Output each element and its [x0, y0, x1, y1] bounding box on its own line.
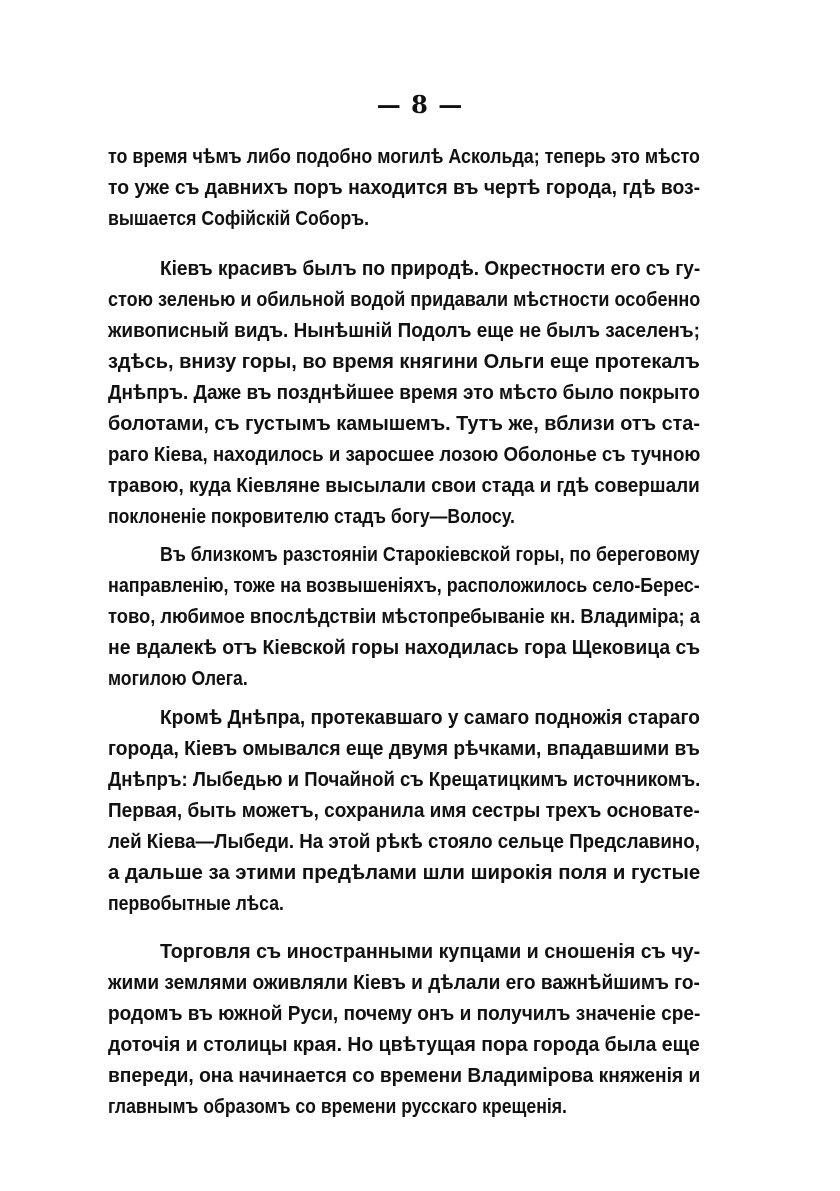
text-line: то уже съ давнихъ поръ находится въ чертѣ города, гдѣ воз- [108, 176, 701, 199]
text-line: жими землями оживляли Кіевъ и дѣлали его важнѣйшимъ го- [108, 971, 700, 994]
text-line: первобытные лѣса. [108, 892, 284, 915]
text-line: главнымъ образомъ со времени русскаго крещенія. [108, 1095, 567, 1118]
text-line: Первая, быть можетъ, сохранила имя сестры трехъ основате- [108, 799, 700, 822]
text-line: раго Кіева, находилось и заросшее лозою Оболонье съ тучною [108, 443, 701, 466]
text-line: могилою Олега. [108, 667, 248, 690]
text-line: не вдалекѣ отъ Кіевской горы находилась гора Щековица съ [108, 636, 701, 659]
text-line: направленію, тоже на возвышеніяхъ, расположилось село-Берес- [108, 574, 700, 597]
text-line: живописный видъ. Нынѣшній Подолъ еще не былъ заселенъ; [108, 319, 700, 342]
text-line: впереди, она начинается со времени Владимірова княженія и [108, 1064, 701, 1087]
text-line: Днѣпръ: Лыбедью и Почайной съ Крещатицкимъ источникомъ. [108, 768, 701, 791]
text-line: то время чѣмъ либо подобно могилѣ Аскольда; теперь это мѣсто [108, 145, 700, 168]
text-line: стою зеленью и обильной водой придавали мѣстности особенно [108, 288, 701, 311]
text-line: здѣсь, внизу горы, во время княгини Ольги еще протекалъ [108, 350, 700, 373]
text-line: доточія и столицы края. Но цвѣтущая пора города была еще [108, 1033, 700, 1056]
text-line: а дальше за этими предѣлами шли широкія поля и густые [108, 861, 701, 884]
text-line: Кіевъ красивъ былъ по природѣ. Окрестности его съ гу- [160, 257, 701, 280]
text-line: травою, куда Кіевляне высылали свои стада и гдѣ совершали [108, 474, 700, 497]
text-line: города, Кіевъ омывался еще двумя рѣчками, впадавшими въ [108, 737, 700, 760]
text-line: болотами, съ густымъ камышемъ. Тутъ же, вблизи отъ ста- [108, 412, 700, 435]
text-line: вышается Софійскій Соборъ. [108, 207, 369, 230]
text-line: тово, любимое впослѣдствіи мѣстопребываніе кн. Владиміра; а [108, 605, 700, 628]
text-line: Въ близкомъ разстояніи Старокіевской горы, по береговому [160, 543, 700, 566]
page-number: — 8 — [376, 90, 464, 119]
text-line: Торговля съ иностранными купцами и сношенія съ чу- [160, 940, 701, 963]
text-line: родомъ въ южной Руси, почему онъ и получилъ значеніе сре- [108, 1002, 701, 1025]
text-line: лей Кіева—Лыбеди. На этой рѣкѣ стояло сельце Предславино, [108, 830, 700, 853]
text-line: Кромѣ Днѣпра, протекавшаго у самаго подножія стараго [160, 706, 700, 729]
text-line: поклоненіе покровителю стадъ богу—Волосу. [108, 505, 515, 528]
text-line: Днѣпръ. Даже въ позднѣйшее время это мѣсто было покрыто [108, 381, 700, 404]
